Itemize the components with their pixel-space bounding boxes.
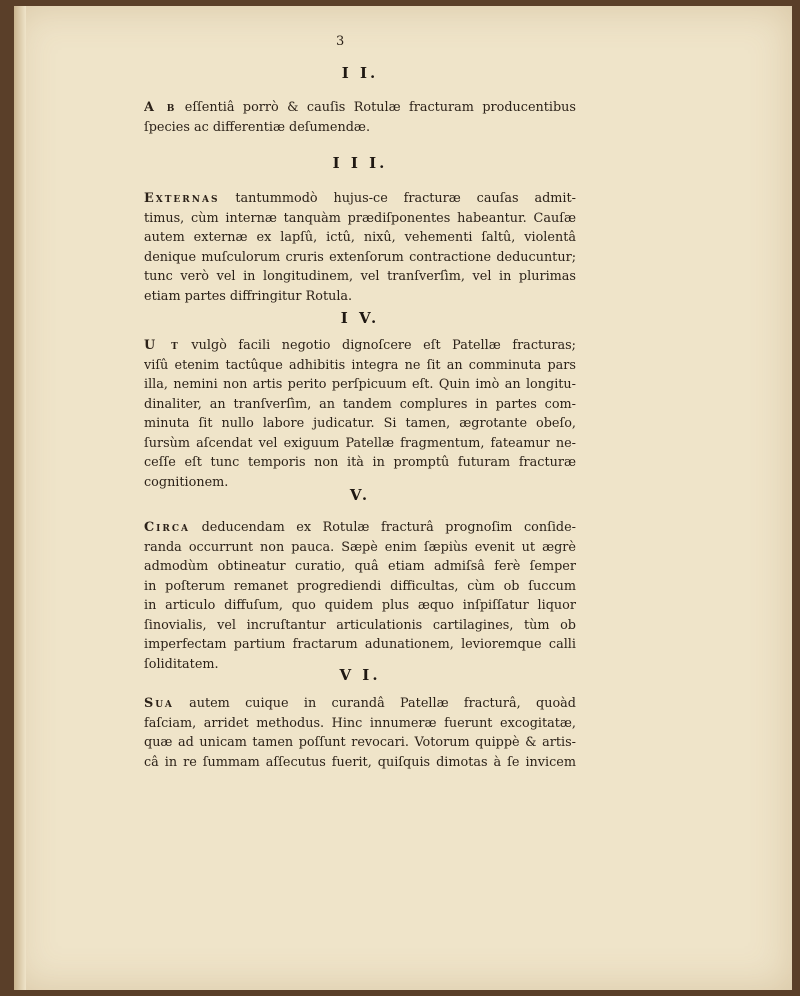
section-6-text [144, 694, 576, 772]
text-line: ſursùm aſcendat vel exiguum Patellæ fragmentum, fateamur ne- [144, 435, 576, 451]
section-heading-2: I I. [341, 64, 379, 82]
section-2-text [144, 98, 576, 137]
line-text: deducendam ex Rotulæ fracturâ prognoſim conſide- [190, 520, 576, 535]
text-line: illa, nemini non artis perito perſpicuum eſt. Quin imò an longitu- [144, 377, 576, 392]
text-line: etiam partes diffringitur Rotula. [144, 288, 353, 304]
text-line: denique muſculorum cruris extenſorum contractione deducuntur; [144, 249, 576, 265]
text-line [144, 336, 576, 356]
text-line: in poſterum remanet progrediendi difficultas, cùm ob ſuccum [144, 578, 576, 594]
text-line: câ in re ſummam aſſecutus fuerit, quiſquis dimotas à ſe invicem [144, 754, 576, 770]
page-number: 3 [336, 34, 345, 49]
initial-word: A b [144, 100, 177, 115]
line-text: tantummodò hujus-ce fracturæ cauſas admit- [219, 191, 576, 206]
section-3-text [144, 189, 576, 306]
line-text: autem cuique in curandâ Patellæ fracturâ, quoàd [173, 696, 576, 711]
text-line: viſû etenim tactûque adhibitis integra ne ſit an comminuta pars [144, 357, 576, 373]
section-5-text [144, 518, 576, 674]
line-text: vulgò facili negotio dignoſcere eſt Patellæ fracturas; [179, 338, 576, 353]
text-line: minuta ſit nullo labore judicatur. Si tamen, ægrotante obeſo, [144, 416, 576, 431]
initial-word: U t [144, 338, 180, 353]
text-line [144, 518, 576, 538]
text-line: imperfectam partium fractarum adunationem, levioremque calli [144, 637, 576, 652]
section-heading-3: I I I. [332, 154, 388, 172]
text-line: faſciam, arridet methodus. Hinc innumeræ fuerunt excogitatæ, [144, 715, 576, 731]
text-line: cognitionem. [144, 474, 229, 490]
document-page [14, 6, 792, 990]
text-line: ſpecies ac differentiæ deſumendæ. [144, 119, 371, 135]
section-heading-4: I V. [340, 309, 380, 327]
text-line [144, 189, 576, 209]
text-line [144, 98, 576, 118]
text-line: admodùm obtineatur curatio, quâ etiam admiſsâ ferè ſemper [144, 559, 576, 574]
text-line: tunc verò vel in longitudinem, vel tranſverſìm, vel in plurimas [144, 269, 576, 284]
section-heading-5: V. [349, 486, 371, 504]
text-line: quæ ad unicam tamen poſſunt revocari. Votorum quippè & artis- [144, 735, 576, 750]
page-gutter [14, 6, 26, 990]
text-line: dinaliter, an tranſverſìm, an tandem complures in partes com- [144, 396, 576, 412]
text-line: in articulo diffuſum, quo quidem plus æquo inſpiſſatur liquor [144, 598, 576, 613]
text-line: ſinovialis, vel incruſtantur articulationis cartilagines, tùm ob [144, 617, 576, 633]
text-line: ſoliditatem. [144, 656, 219, 672]
text-line: randa occurrunt non pauca. Sæpè enim ſæpiùs evenit ut ægrè [144, 539, 576, 555]
text-line [144, 694, 576, 714]
section-heading-6: V I. [339, 666, 381, 684]
line-text: eſſentiâ porrò & cauſis Rotulæ fracturam producentibus [176, 100, 576, 115]
initial-word: Externas [144, 191, 220, 206]
initial-word: Sua [144, 696, 174, 711]
text-line: timus, cùm internæ tanquàm prædiſponentes habeantur. Cauſæ [144, 210, 576, 226]
text-line: autem externæ ex lapſû, ictû, nixû, vehementi ſaltû, violentâ [144, 230, 576, 245]
section-4-text [144, 336, 576, 492]
initial-word: Circa [144, 520, 191, 535]
text-line: ceſſe eſt tunc temporis non ità in promptû futuram fracturæ [144, 455, 576, 470]
